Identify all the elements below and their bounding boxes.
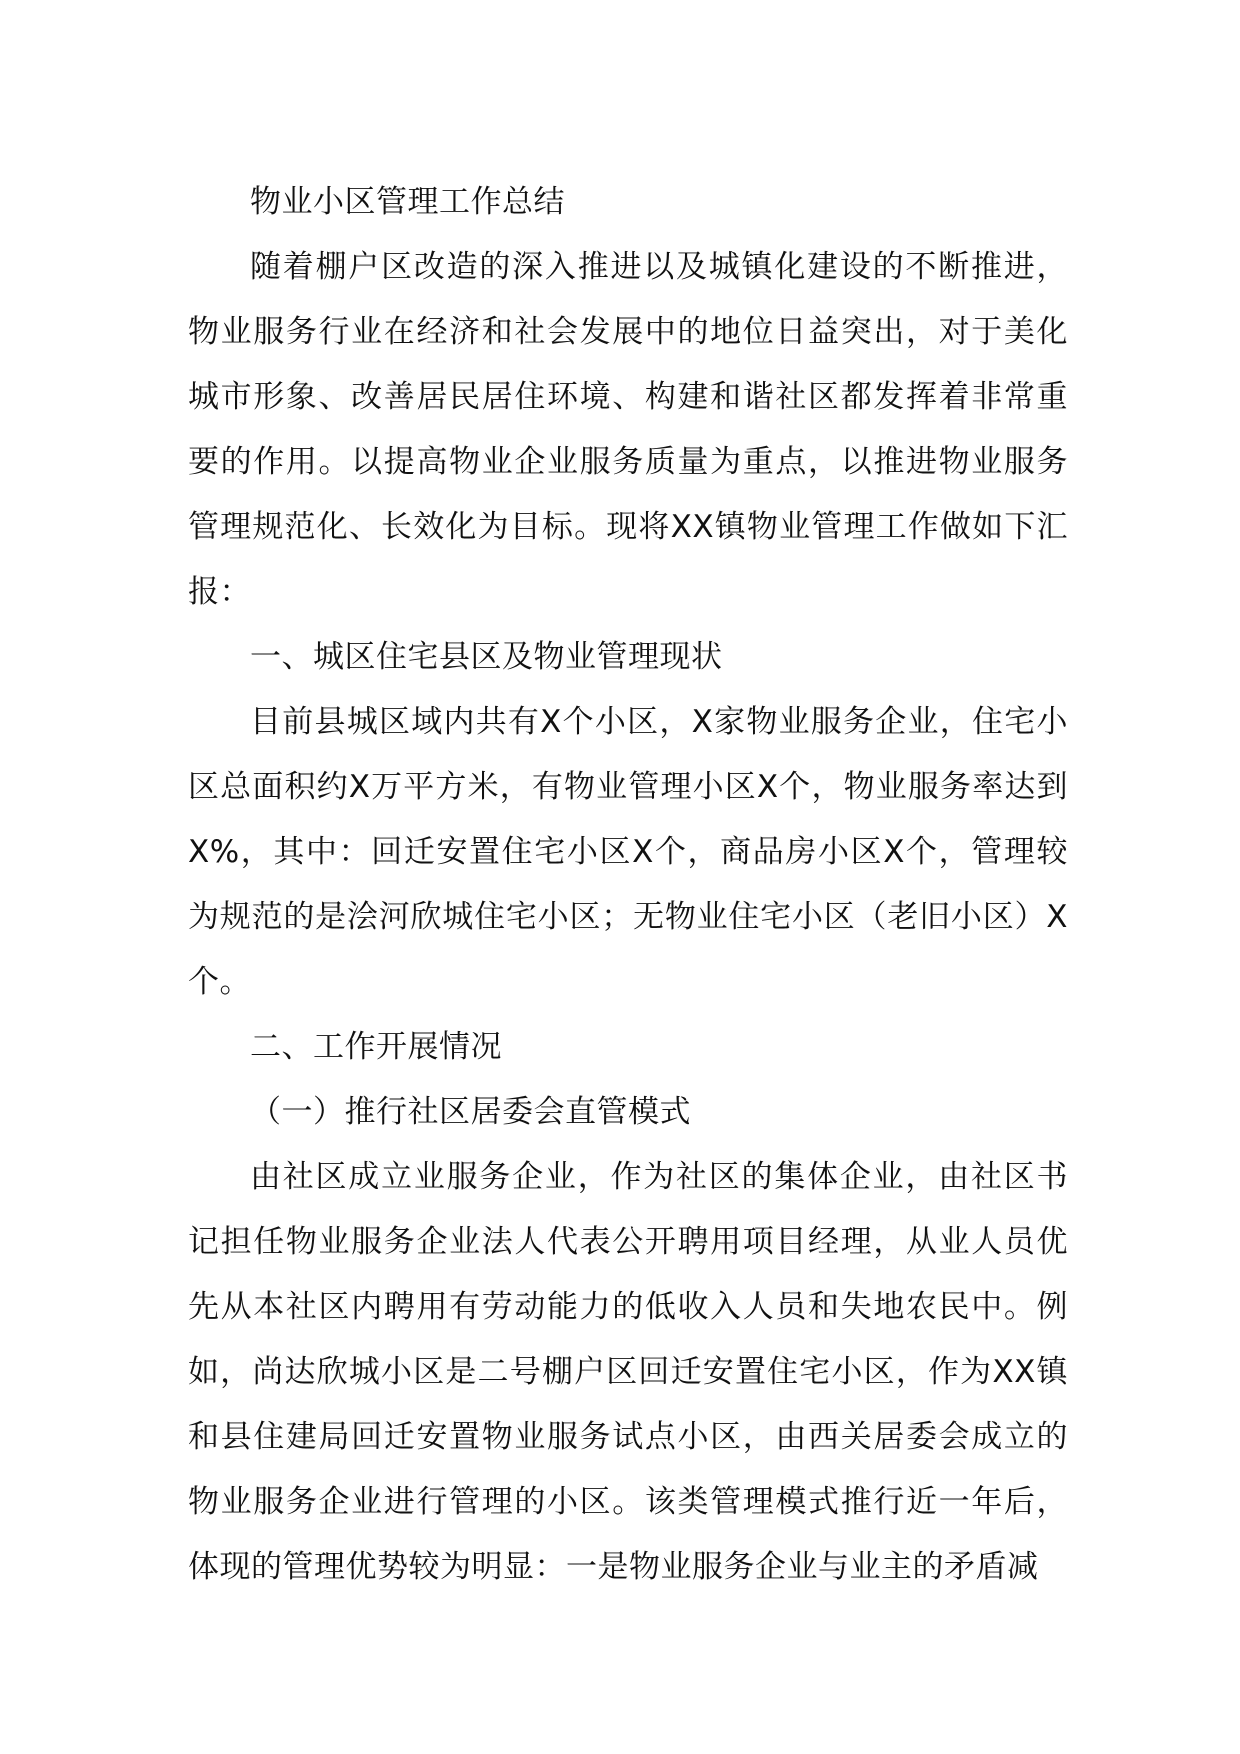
work-paragraph: 由社区成立业服务企业，作为社区的集体企业，由社区书记担任物业服务企业法人代表公开聘用项目经理，从业人员优先从本社区内聘用有劳动能力的低收入人员和失地农民中。例如，尚达欣城小区是二号棚户区回迁安置住宅小区，作为XX镇和县住建局回迁安置物业服务试点小区，由西关居委会成立的物业服务企业进行管理的小区。该类管理模式推行近一年后，体现的管理优势较为明显：一是物业服务企业与业主的矛盾减 <box>188 1159 1068 1585</box>
document-body <box>188 170 1068 1600</box>
status-paragraph: 目前县城区域内共有X个小区，X家物业服务企业，住宅小区总面积约X万平方米，有物业管理小区X个，物业服务率达到X%，其中：回迁安置住宅小区X个，商品房小区X个，管理较为规范的是浍河欣城住宅小区；无物业住宅小区（老旧小区）X个。 <box>188 704 1068 1000</box>
intro-paragraph: 随着棚户区改造的深入推进以及城镇化建设的不断推进，物业服务行业在经济和社会发展中的地位日益突出，对于美化城市形象、改善居民居住环境、构建和谐社区都发挥着非常重要的作用。以提高物业企业服务质量为重点，以推进物业服务管理规范化、长效化为目标。现将XX镇物业管理工作做如下汇报： <box>188 249 1068 610</box>
subsection-heading-1: （一）推行社区居委会直管模式 <box>250 1094 691 1130</box>
document-title: 物业小区管理工作总结 <box>250 184 565 220</box>
section-heading-1: 一、城区住宅县区及物业管理现状 <box>250 639 723 675</box>
section-heading-2: 二、工作开展情况 <box>250 1029 502 1065</box>
